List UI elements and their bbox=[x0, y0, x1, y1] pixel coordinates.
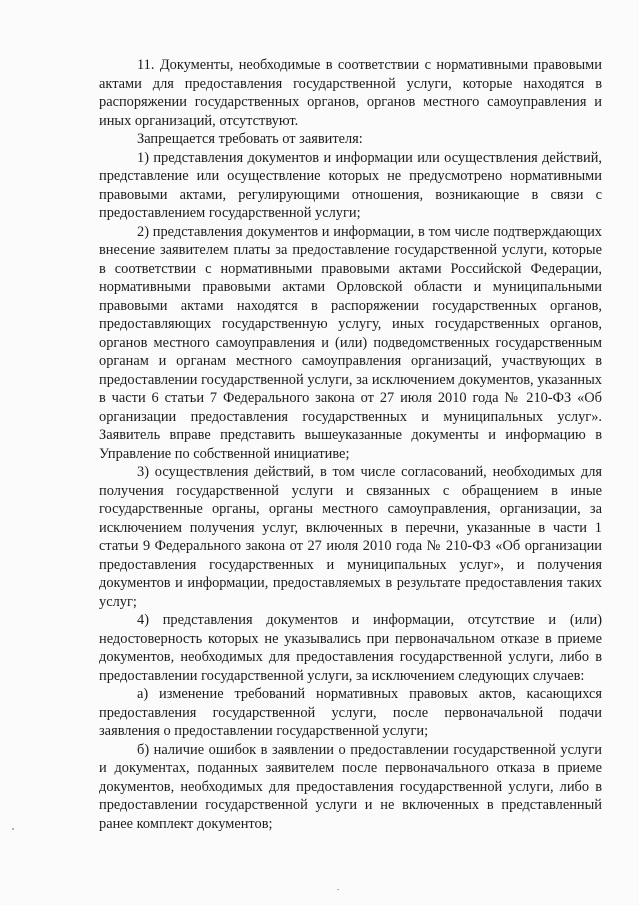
paragraph-11-documents: 11. Документы, необходимые в соответствии с нормативными правовыми актами для предоставления государственной услуги, которые находятся в распоряжении государственных органов, органов местного самоуправления и иных организаций, отсутствуют. bbox=[99, 57, 602, 129]
paragraph-item-1: 1) представления документов и информации или осуществления действий, представление или осуществление которых не предусмотрено нормативными правовыми актами, регулирующими отношения, возникающие в связи с предоставлением государственной услуги; bbox=[99, 149, 602, 221]
paragraph-prohibition-intro: Запрещается требовать от заявителя: bbox=[137, 131, 363, 147]
paragraph-subitem-a: а) изменение требований нормативных правовых актов, касающихся предоставления государственной услуги, после первоначальной подачи заявления о предоставлении государственной услуги; bbox=[99, 686, 602, 739]
paragraph-item-2: 2) представления документов и информации, в том числе подтверждающих внесение заявителем платы за предоставление государственной услуги, которые в соответствии с нормативными правовыми актами Российской Федерации, нормативными правовыми актами Орловской области и муниципальными правовыми актами находятся в распоряжении государственных органов, предоставляющих государственную услугу, иных государственных органов, органов местного самоуправления и (или) подведомственных государственным органам и органам местного самоуправления организаций, участвующих в предоставлении государственной услуги, за исключением документов, указанных в части 6 статьи 7 Федерального закона от 27 июля 2010 года № 210-ФЗ «Об организации предоставления государственных и муниципальных услуг». Заявитель вправе представить вышеуказанные документы и информацию в Управление по собственной инициативе; bbox=[99, 223, 602, 462]
paragraph-item-4: 4) представления документов и информации, отсутствие и (или) недостоверность которых не указывались при первоначальном отказе в приеме документов, необходимых для предоставления государственной услуги, либо в предоставлении государственной услуги, за исключением следующих случаев: bbox=[99, 612, 602, 684]
document-body bbox=[99, 56, 602, 833]
scan-speck bbox=[337, 889, 339, 890]
scan-speck bbox=[12, 828, 14, 830]
paragraph-item-3: 3) осуществления действий, в том числе согласований, необходимых для получения государственной услуги и связанных с обращением в иные государственные органы, органы местного самоуправления, организации, за исключением получения услуг, включенных в перечни, указанные в части 1 статьи 9 Федерального закона от 27 июля 2010 года № 210-ФЗ «Об организации предоставления государственных и муниципальных услуг», и получения документов и информации, предоставляемых в результате предоставления таких услуг; bbox=[99, 464, 602, 610]
paragraph-subitem-b: б) наличие ошибок в заявлении о предоставлении государственной услуги и документах, поданных заявителем после первоначального отказа в приеме документов, необходимых для предоставления государственной услуги, либо в предоставлении государственной услуги и не включенных в представленный ранее комплект документов; bbox=[99, 741, 602, 832]
